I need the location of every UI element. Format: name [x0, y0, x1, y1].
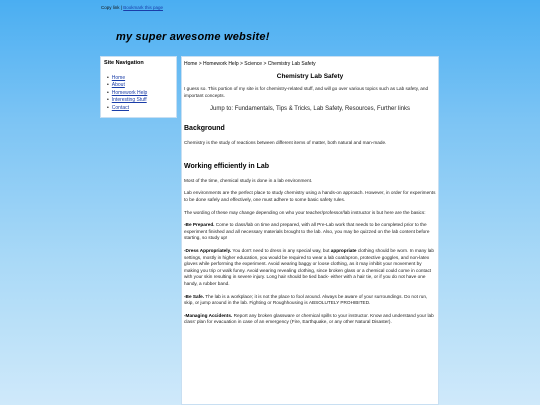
nav-link-contact[interactable]: Contact [111, 104, 129, 111]
jump-to-links[interactable]: Jump to: Fundamentals, Tips & Tricks, Lab Safety, Resources, Further links [210, 106, 410, 113]
rule-text: The lab is a workplace; it is not the place to fool around. Always be aware of your surroundings. Do not run, skip, or jump around in the lab. Fighting or Roughhousing is ABSOLUTELY PROHIBITED. [184, 293, 428, 306]
rule-title: -Dress Appropriately. [184, 247, 232, 253]
bookmark-link[interactable]: Bookmark this page [123, 5, 163, 10]
nav-link-interesting-stuff[interactable]: Interesting Stuff [111, 97, 147, 104]
rule-dress-appropriately [184, 248, 436, 288]
sidebar-nav-list [107, 75, 147, 112]
copy-link-text: Copy link | [101, 5, 122, 10]
rule-emphasis: appropriate [330, 247, 357, 253]
sidebar-item-about [107, 82, 147, 89]
rule-text: clothing should be worn. In many lab settings, mostly in higher education, you would be required to wear a lab coat/apron, protective goggles, and non-latex gloves while performing the experiment. Avoid wearing baggy or loose clothing, as it may inhibit your movement by making you trip or walk funny. Avoid wearing revealing clothing, since broken glass or a chemical could come in contact with your skin resulting in severe injury. Long hair should be tied back- either with a hair tie, or if you do not have one handy, a rubber band. [184, 247, 434, 286]
rule-be-prepared [184, 222, 436, 242]
working-paragraph-1: Most of the time, chemical study is done in a lab environment. [184, 177, 313, 183]
nav-link-homework-help[interactable]: Homework Help [111, 89, 148, 96]
working-paragraph-2: Lab environments are the perfect place to study chemistry using a hands-on approach. However, in order for experiments to be done safely and effectively, one must adhere to some basic safety rules. [184, 190, 436, 202]
background-heading: Background [184, 125, 225, 133]
sidebar-item-interesting-stuff [107, 97, 147, 104]
rule-text: You don't need to dress in any special way, but [232, 247, 330, 253]
rule-title: -Be Safe. [184, 293, 205, 299]
sidebar-item-contact [107, 105, 147, 112]
rule-be-safe [184, 294, 436, 307]
nav-link-about[interactable]: About [111, 82, 125, 89]
working-paragraph-3: The wording of these may change depending on who your teacher/professor/lab instructor is but here are the basics: [184, 209, 426, 215]
rule-title: -Be Prepared. [184, 222, 215, 228]
nav-link-home[interactable]: Home [111, 75, 126, 81]
working-heading: Working efficiently in Lab [184, 162, 270, 170]
intro-paragraph: I guess so. This portion of my site is for chemistry-related stuff, and will go over various topics such as Lab safety, and important concepts. [184, 86, 429, 98]
sidebar-item-home [107, 75, 147, 82]
sidebar-item-homework-help [107, 90, 147, 97]
rule-managing-accidents [184, 313, 436, 326]
sidebar-heading: Site Navigation [104, 60, 144, 66]
top-link-bar [101, 5, 163, 10]
rule-text: Come to class/lab on time and prepared, with all Pre-Lab work that needs to be completed prior to the experiment finished and all necessary materials brought to the lab. Also, you may be quizzed on the lab content before starting, so study up! [184, 222, 430, 241]
rule-text: Report any broken glassware or chemical spills to your instructor. Know and understand your lab class' plan for evacuation in case of an emergency (Fire, Earthquake, or any other Natural Disaster). [184, 312, 434, 325]
breadcrumb: Home > Homework Help > Science > Chemistry Lab Safety [184, 61, 316, 67]
rule-title: -Managing Accidents. [184, 312, 233, 318]
site-title: my super awesome website! [116, 31, 270, 43]
main-content-panel [181, 56, 439, 405]
background-paragraph: Chemistry is the study of reactions between different items of matter, both natural and man-made. [184, 140, 387, 146]
site-navigation-panel [100, 56, 177, 118]
page-title: Chemistry Lab Safety [276, 73, 344, 80]
